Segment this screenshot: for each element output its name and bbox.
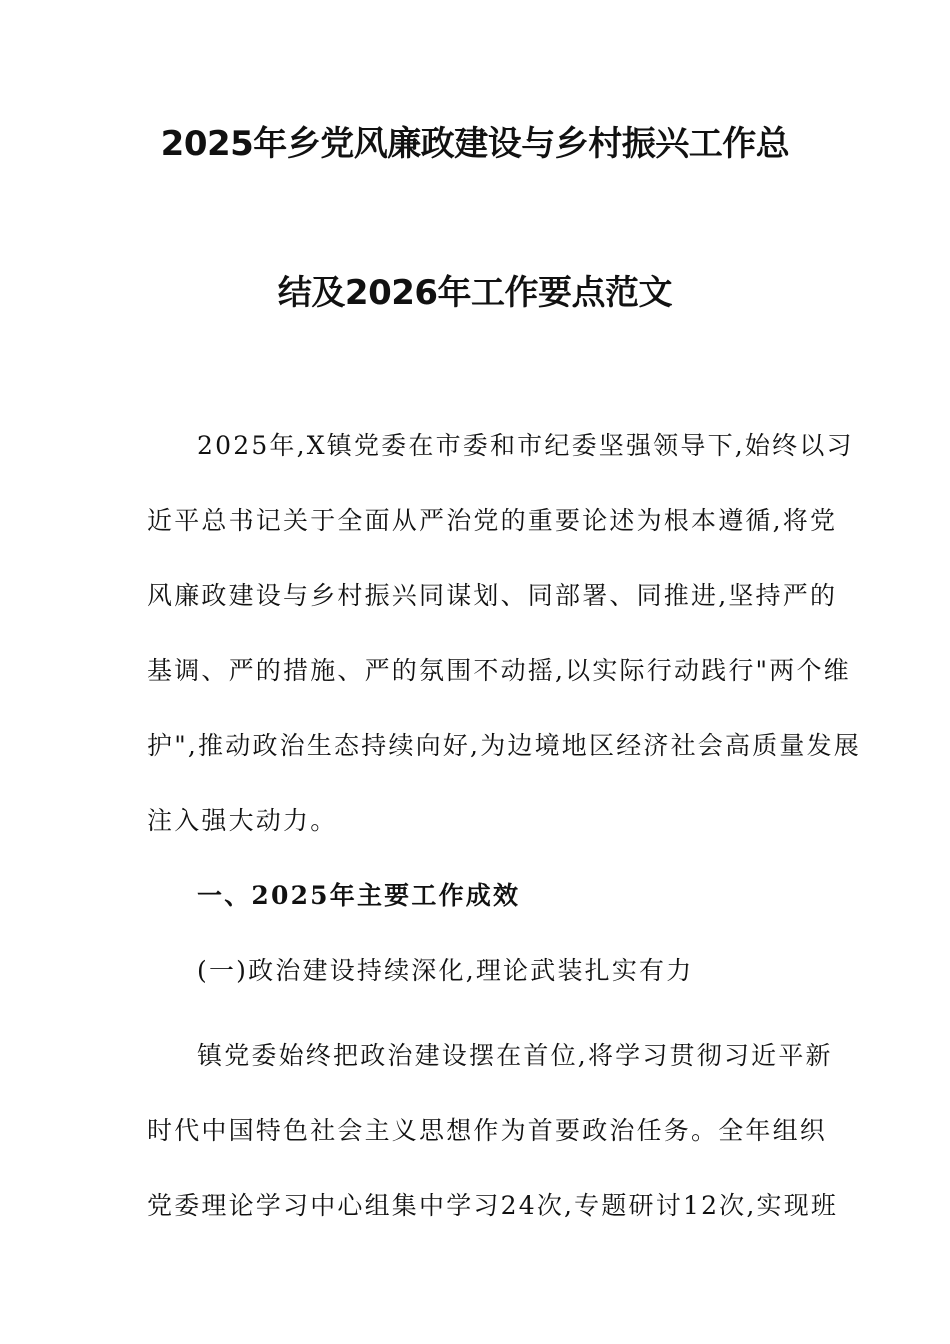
paragraph-1-line-4: 基调、严的措施、严的氛围不动摇,以实际行动践行"两个维 <box>147 656 851 685</box>
paragraph-1-line-6: 注入强大动力。 <box>147 806 338 835</box>
document-title-line-2: 结及2026年工作要点范文 <box>277 273 673 313</box>
paragraph-1-line-3: 风廉政建设与乡村振兴同谋划、同部署、同推进,坚持严的 <box>147 581 838 610</box>
paragraph-1-line-1: 2025年,X镇党委在市委和市纪委坚强领导下,始终以习 <box>197 431 854 460</box>
paragraph-1-line-5: 护",推动政治生态持续向好,为边境地区经济社会高质量发展 <box>147 731 861 760</box>
paragraph-2-line-1: 镇党委始终把政治建设摆在首位,将学习贯彻习近平新 <box>197 1041 833 1070</box>
paragraph-2-line-2: 时代中国特色社会主义思想作为首要政治任务。全年组织 <box>147 1116 828 1145</box>
document-title-line-1: 2025年乡党风廉政建设与乡村振兴工作总 <box>160 124 790 164</box>
paragraph-2-line-3: 党委理论学习中心组集中学习24次,专题研讨12次,实现班 <box>147 1191 839 1220</box>
subsection-heading-1: (一)政治建设持续深化,理论武装扎实有力 <box>197 956 694 985</box>
paragraph-1-line-2: 近平总书记关于全面从严治党的重要论述为根本遵循,将党 <box>147 506 838 535</box>
section-heading-1: 一、2025年主要工作成效 <box>197 881 521 910</box>
